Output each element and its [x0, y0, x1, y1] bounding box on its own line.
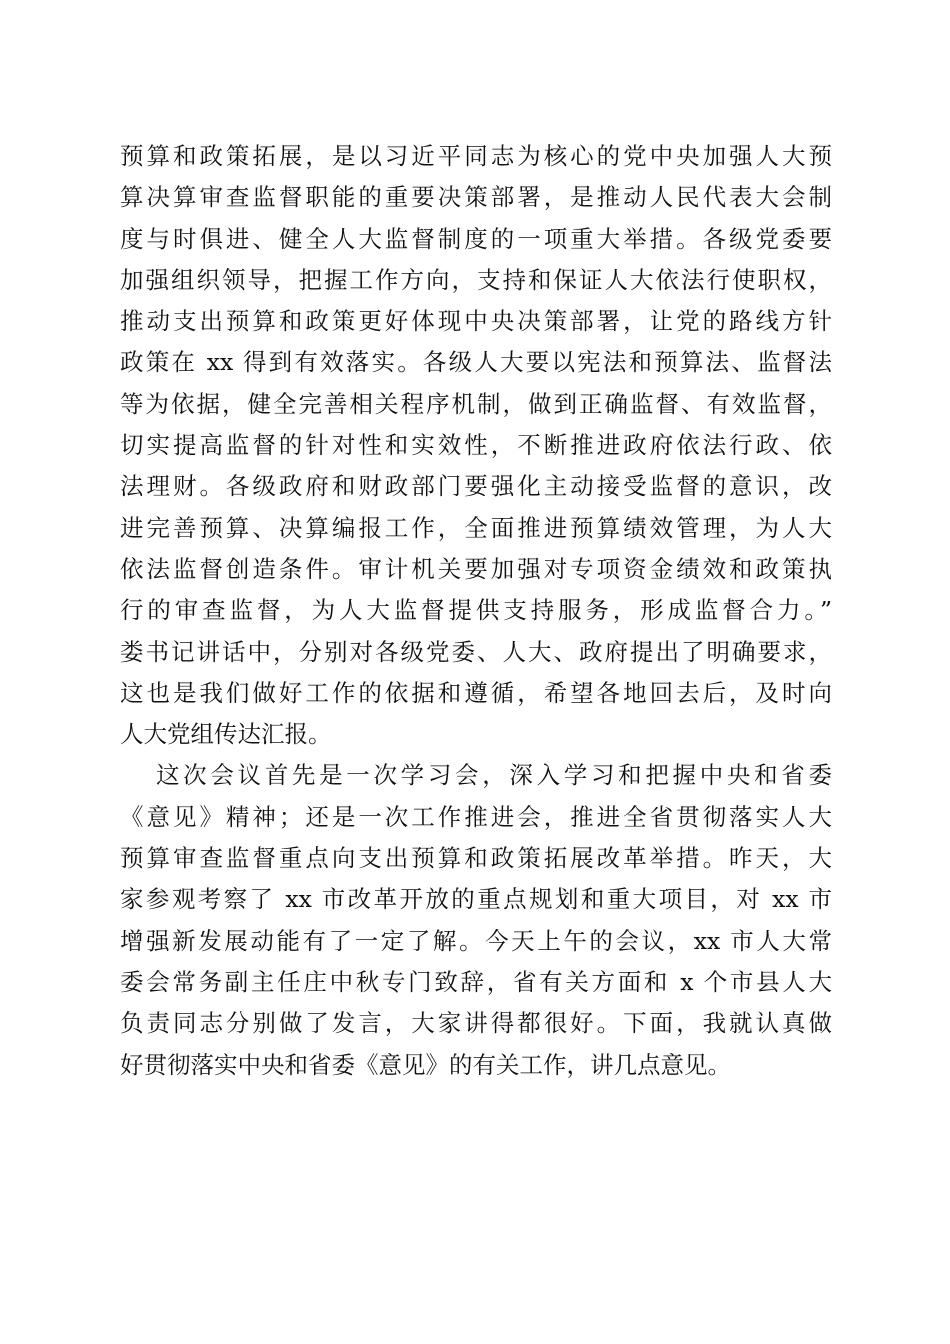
paragraph-2	[120, 755, 832, 1085]
text-line: 依法监督创造条件。审计机关要加强对专项资金绩效和政策执	[120, 554, 832, 583]
text-line: 委会常务副主任庄中秋专门致辞，省有关方面和 x 个市县人大	[120, 967, 832, 996]
text-line: 法理财。各级政府和财政部门要强化主动接受监督的意识，改	[120, 472, 832, 501]
body-text	[120, 136, 832, 1086]
text-line: 这也是我们做好工作的依据和遵循，希望各地回去后，及时向	[120, 678, 832, 707]
text-line: 行的审查监督，为人大监督提供支持服务，形成监督合力。”	[120, 596, 832, 625]
text-line: 《意见》精神；还是一次工作推进会，推进全省贯彻落实人大	[120, 802, 832, 831]
text-line: 人大党组传达汇报。	[120, 720, 332, 749]
text-line: 等为依据，健全完善相关程序机制，做到正确监督、有效监督，	[120, 389, 832, 418]
text-line: 预算审查监督重点向支出预算和政策拓展改革举措。昨天，大	[120, 844, 832, 873]
text-line: 加强组织领导，把握工作方向，支持和保证人大依法行使职权，	[120, 265, 832, 294]
text-line: 这次会议首先是一次学习会，深入学习和把握中央和省委	[156, 761, 832, 790]
paragraph-1	[120, 136, 832, 755]
text-line: 家参观考察了 xx 市改革开放的重点规划和重大项目，对 xx 市	[120, 885, 832, 914]
text-line: 进完善预算、决算编报工作，全面推进预算绩效管理，为人大	[120, 513, 832, 542]
text-line: 负责同志分别做了发言，大家讲得都很好。下面，我就认真做	[120, 1009, 832, 1038]
text-line: 政策在 xx 得到有效落实。各级人大要以宪法和预算法、监督法	[120, 348, 832, 377]
text-line: 切实提高监督的针对性和实效性，不断推进政府依法行政、依	[120, 431, 832, 460]
text-line: 度与时俱进、健全人大监督制度的一项重大举措。各级党委要	[120, 224, 832, 253]
text-line: 推动支出预算和政策更好体现中央决策部署，让党的路线方针	[120, 307, 832, 336]
text-line: 好贯彻落实中央和省委《意见》的有关工作，讲几点意见。	[120, 1050, 731, 1079]
text-line: 娄书记讲话中，分别对各级党委、人大、政府提出了明确要求，	[120, 637, 832, 666]
text-line: 增强新发展动能有了一定了解。今天上午的会议，xx 市人大常	[120, 926, 832, 955]
text-line: 预算和政策拓展，是以习近平同志为核心的党中央加强人大预	[120, 142, 832, 170]
text-line: 算决算审查监督职能的重要决策部署，是推动人民代表大会制	[120, 183, 832, 212]
